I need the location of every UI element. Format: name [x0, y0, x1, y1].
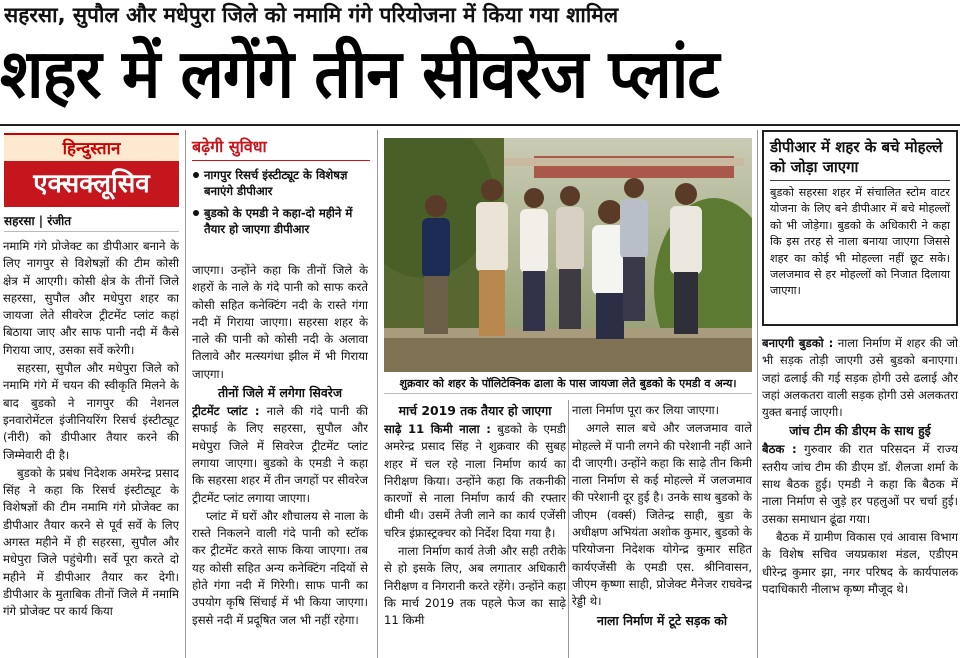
kicker-headline: सहरसा, सुपौल और मधेपुरा जिले को नमामि गंगे परियोजना में किया गया शामिल [4, 3, 619, 27]
subheading: जांच टीम की डीएम के साथ हुई [789, 423, 931, 439]
paragraph: सहरसा, सुपौल और मधेपुरा जिले को नमामि गंगे में चयन की स्वीकृति मिलने के बाद बुडको ने नागपुर की नेशनल इनवारोमेंटल इंजीनियरिंग रिसर्च इंस्टीट्यूट (नीरी) को डीपीआर तैयार करने की जिम्मेवारी दी है। [3, 361, 179, 462]
paragraph: नमामि गंगे प्रोजेक्ट का डीपीआर बनाने के लिए नागपुर से विशेषज्ञों की टीम कोसी क्षेत्र में आएगी। कोसी क्षेत्र के तीनों जिले सहरसा, सुपौल और मधेपुरा शहर का जायजा लेते सीवरेज ट्रीटमेंट प्लांट कहां बिठाया जाए और साफ पानी नदी में कैसे गिराया जाए, उसका सर्वे करेगी। [3, 239, 179, 357]
paragraph: गुरुवार की रात परिसदन में राज्य स्तरीय जांच टीम की डीएम डॉ. शैलजा शर्मा के साथ बैठक हुई। एमडी ने कहा कि बैठक में नाला निर्माण से जुड़े हर पहलुओं पर चर्चा हुई। उसका समाधान ढूंढा गया। [762, 442, 958, 526]
sidebar-title: डीपीआर में शहर के बचे मोहल्ले को जोड़ा जाएगा [770, 137, 950, 181]
byline-author: रंजीत [47, 214, 72, 228]
subheading: तीनों जिले में लगेगा सिवरेज [217, 385, 343, 401]
subheading: मार्च 2019 तक तैयार हो जाएगा [398, 403, 552, 418]
article-column-2 [192, 262, 368, 658]
subheading: नाला निर्माण में टूटे सड़क को [596, 612, 728, 628]
column-divider [757, 130, 758, 658]
facility-bullet: नागपुर रिसर्च इंस्टीट्यूट के विशेषज्ञ बनाएंगे डीपीआर [192, 167, 370, 199]
article-column-4 [572, 402, 752, 658]
byline-place: सहरसा [4, 214, 35, 228]
main-headline: शहर में लगेंगे तीन सीवरेज प्लांट [0, 36, 719, 114]
badge-masthead: हिन्दुस्तान [4, 133, 179, 161]
subheading-lead: बनाएगी बुडको : [762, 336, 834, 350]
paragraph: नाला निर्माण कार्य तेजी और सही तरीके से हो इसके लिए, अब लगातार अधिकारी निरीक्षण व निगरानी करते रहेंगे। उन्होंने कहा कि मार्च 2019 तक पहले फेज का साढ़े 11 किमी [384, 544, 566, 628]
article-column-5 [762, 335, 958, 658]
article-column-3 [384, 402, 566, 658]
paragraph: बुडको के एमडी अमरेन्द्र प्रसाद सिंह ने शुक्रवार की सुबह शहर में चल रहे नाला निर्माण कार्य का निरीक्षण किया। उन्होंने कहा कि तकनीकी कारणों से नाला निर्माण कार्य की रफ्तार धीमी थी। उसमें तेजी लाने का कार्य एजेंसी चरित्र इंफ्रास्ट्रक्चर को निर्देश दिया गया है। [384, 422, 566, 540]
photo-illustration [384, 138, 752, 372]
paragraph: अगले साल बचे और जलजमाव वाले मोहल्ले में पानी लगने की परेशानी नहीं आने दी जाएगी। उन्होंने कहा कि साढ़े तीन किमी नाला निर्माण से कई मोहल्ले में जलजमाव की परेशानी दूर हुई है। उनके साथ बुडको के जीएम (वर्क्स) जितेन्द्र साही, बुडा के अधीक्षण अभियंता अशोक कुमार, बुडको के परियोजना निदेशक योगेन्द्र कुमार सहित कार्यएजेंसी के एमडी एस. श्रीनिवासन, जीएम कृष्णा साही, प्रोजेक्ट मैनेजर राघवेन्द्र रेड्डी थे। [572, 421, 752, 609]
headline-rule [0, 124, 960, 126]
facility-box-title: बढ़ेगी सुविधा [192, 135, 370, 161]
paragraph: नाला निर्माण में शहर की जो भी सड़क तोड़ी जाएगी उसे बुडको बनाएगा। जहां ढलाई की गई सड़क होगी उसे ढलाई और जहां अलकतरा वाली सड़क होगी उसे अलकतरा युक्त बनाई जाएगी। [762, 336, 958, 420]
paragraph: नाला निर्माण पूरा कर लिया जाएगा। [572, 403, 719, 417]
column-divider [185, 130, 186, 658]
exclusive-badge [4, 133, 179, 207]
sidebar-box [762, 130, 958, 326]
paragraph: बुडको के प्रबंध निदेशक अमरेन्द्र प्रसाद सिंह ने कहा कि रिसर्च इंस्टीट्यूट के विशेषज्ञों की टीम नमामि गंगे प्रोजेक्ट का डीपीआर तैयार करने से पूर्व सर्वे के लिए अगस्त महीने में ही सहरसा, सुपौल और मधेपुरा जिले पहुंचेगी। सर्वे पूरा करते दो महीने में डीपीआर तैयार कर देगी। डीपीआर के मुताबिक तीनों जिले में नमामि गंगे प्रोजेक्ट पर कार्य किया [3, 465, 179, 619]
column-divider [377, 130, 378, 658]
paragraph: प्लांट में घरों और शौचालय से नाला के रास्ते निकलने वाली गंदे पानी को स्टॉक कर ट्रीटमेंट करते साफ किया जाएगा। तब यह कोसी सहित अन्य कनेक्टिंग नदियों से होते गंगा नदी में गिरेगी। साफ पानी का उपयोग कृषि सिंचाई में भी किया जाएगा। इससे नदी में प्रदूषित जल भी नहीं रहेगा। [192, 508, 368, 627]
sidebar-body: बुडको सहरसा शहर में संचालित स्टोम वाटर योजना के लिए बने डीपीआर में बचे मोहल्लों को भी जोड़ेगा। बुडको के अधिकारी ने कहा कि इस तरह से नाला बनाया जाएगा जिससे शहर का कोई भी मोहल्ला नहीं छूट सके। जलजमाव से हर मोहल्लों को निजात दिलाया जाएगा। [770, 186, 950, 298]
photo-caption: शुक्रवार को शहर के पॉलिटेक्निक ढाला के पास जायजा लेते बुडको के एमडी व अन्य। [384, 374, 752, 394]
subheading-lead: बैठक : [762, 442, 797, 457]
subheading-lead: साढ़े 11 किमी नाला : [384, 422, 491, 436]
facility-box [192, 135, 370, 255]
subheading-lead: ट्रीटमेंट प्लांट : [192, 404, 260, 419]
paragraph: बैठक में ग्रामीण विकास एवं आवास विभाग के विशेष सचिव जयप्रकाश मंडल, एडीएम धीरेन्द्र कुमार झा, नगर परिषद के कार्यपालक पदाधिकारी नीलाभ कृष्ण मौजूद थे। [762, 529, 958, 596]
article-column-1 [3, 238, 179, 658]
badge-exclusive-label: एक्सक्लूसिव [4, 161, 179, 207]
byline: सहरसा | रंजीत [4, 212, 179, 232]
paragraph: जाएगा। उन्होंने कहा कि तीनों जिले के शहरों के नाले के गंदे पानी को साफ करते कोसी सहित कनेक्टिंग नदी के रास्ते गंगा नदी में गिराया जाएगा। सहरसा शहर के नाले की पानी को कोसी नदी के अलावा तिलावे और मत्स्यगंधा झील में भी गिराया जाएगा। [192, 263, 368, 381]
column-divider [568, 400, 569, 658]
paragraph: नाले की गंदे पानी की सफाई के लिए सहरसा, सुपौल और मधेपुरा जिले में सिवरेज ट्रीटमेंट प्लांट लगाया जाएगा। बुडको के एमडी ने कहा कि सहरसा शहर में तीन जगहों पर सीवरेज ट्रीटमेंट प्लांट लगाया जाएगा। [192, 404, 368, 505]
facility-bullet: बुडको के एमडी ने कहा-दो महीने में तैयार हो जाएगा डीपीआर [192, 205, 370, 237]
news-photo [384, 138, 752, 372]
